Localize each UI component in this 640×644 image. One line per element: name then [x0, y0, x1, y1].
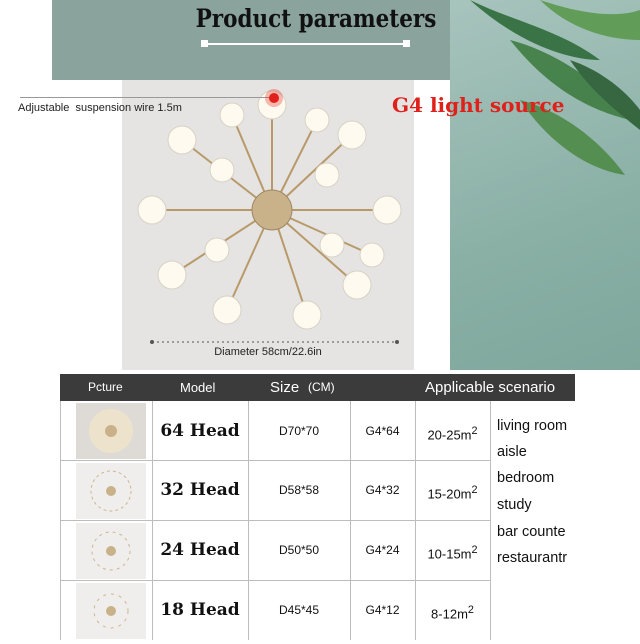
bulbs-cell: G4*12	[365, 603, 400, 617]
bulbs-cell: G4*64	[365, 424, 400, 438]
size-cell: D70*70	[278, 424, 320, 438]
table-header	[60, 374, 575, 401]
header-picture: Pcture	[88, 380, 123, 394]
model-cell: 18 Head	[160, 600, 240, 620]
thumbnail-64-head	[76, 403, 146, 459]
bar-right-dot	[403, 40, 410, 47]
scenario-item: bedroom	[497, 470, 555, 486]
area-cell: $10-15m^2$	[427, 544, 478, 562]
title-underline	[205, 43, 405, 45]
wire-pointer-line	[20, 97, 274, 98]
leaf-decoration-panel	[450, 0, 640, 370]
model-cell: 24 Head	[160, 540, 240, 560]
scenario-item: restaurantr	[497, 550, 568, 566]
grid-line	[490, 401, 491, 640]
area-cell: $15-20m^2$	[427, 484, 478, 502]
thumbnail-32-head	[76, 463, 146, 519]
header-size: Size	[270, 379, 300, 396]
size-cell: D45*45	[278, 603, 320, 617]
bulbs-cell: G4*32	[365, 483, 400, 497]
area-cell: $8-12m^2$	[431, 604, 474, 622]
thumbnail-24-head	[76, 523, 146, 579]
page-title: Product parameters	[195, 4, 437, 33]
diameter-label: Diameter 58cm/22.6in	[214, 346, 322, 358]
bulbs-cell: G4*24	[365, 543, 400, 557]
header-scenario: Applicable scenario	[425, 379, 556, 396]
scenario-item: aisle	[497, 444, 527, 460]
area-cell: $20-25m^2$	[427, 425, 478, 443]
scenario-item: bar counte	[497, 524, 566, 540]
light-source-label: G4 light source	[392, 93, 565, 117]
palm-leaf-graphic	[450, 0, 640, 370]
thumbnail-18-head	[76, 583, 146, 639]
scenario-item: study	[497, 497, 532, 513]
model-cell: 64 Head	[160, 421, 240, 441]
scenario-item: living room	[497, 418, 568, 434]
model-cell: 32 Head	[160, 480, 240, 500]
header-model: Model	[180, 380, 216, 395]
header-size-unit: (CM)	[308, 380, 335, 394]
size-cell: D50*50	[278, 543, 320, 557]
wire-label: Adjustable suspension wire 1.5m	[18, 102, 182, 114]
product-photo	[122, 80, 414, 370]
chandelier-illustration	[122, 80, 414, 370]
size-cell: D58*58	[278, 483, 320, 497]
wire-marker-icon	[262, 86, 286, 110]
